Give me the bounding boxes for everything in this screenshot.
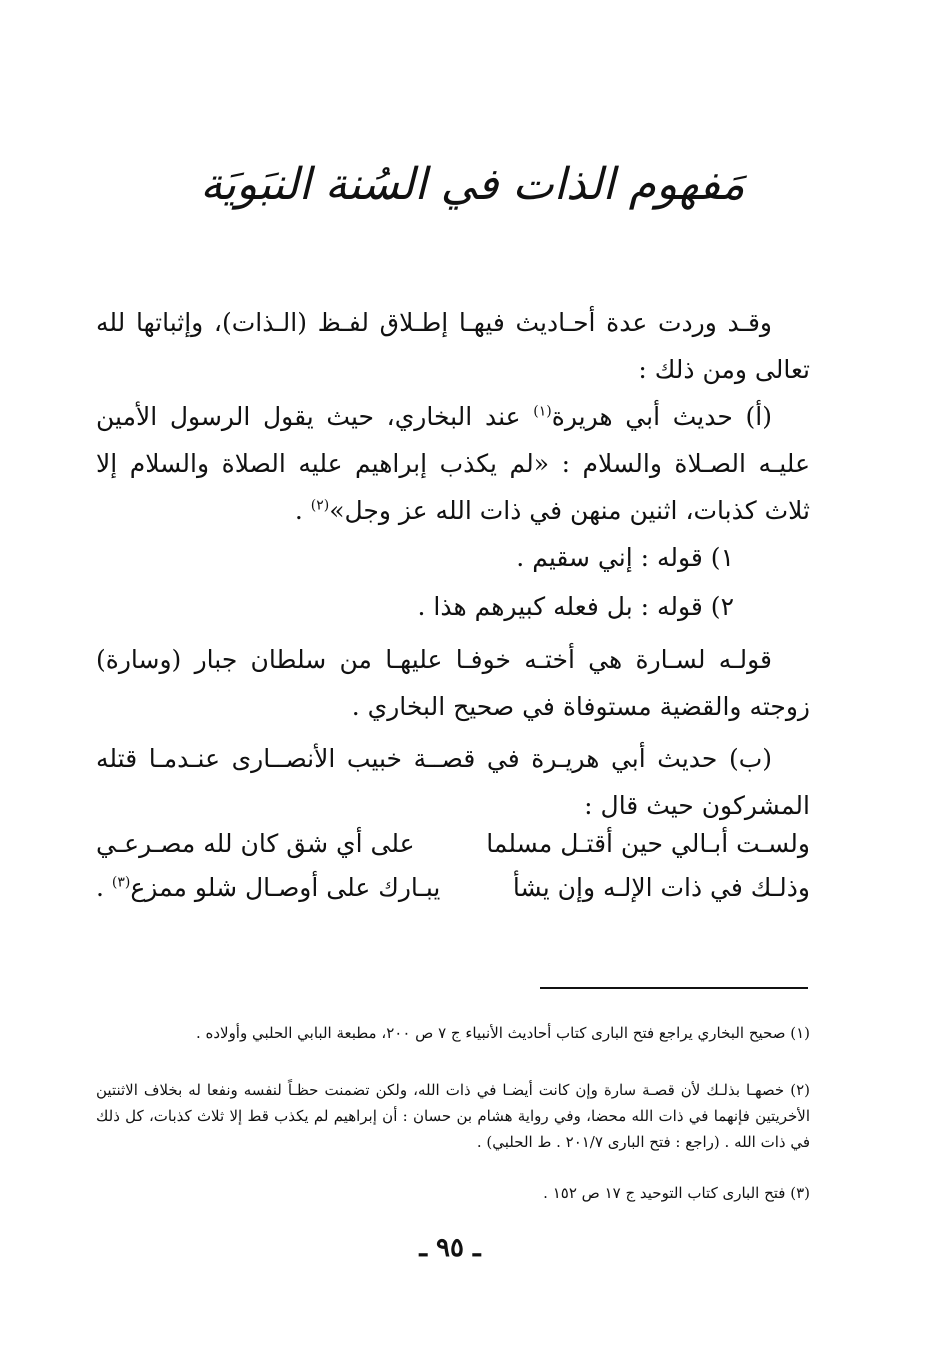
sarah-paragraph: قولـه لسـارة هي أختـه خوفـا عليهـا من سلطان جبار (وسارة) زوجته والقضية مستوفاة في صحيح البخاري .	[96, 645, 810, 721]
footnote-2: (٢) خصهـا بذلـك لأن قصـة سارة وإن كانت أيضـا في ذات الله، ولكن تضمنت حظـاً لنفسه ونفعا له بخلاف الاثنتين الأخريتين فإنهما في ذات الله محضا، وفي رواية هشام بن حسان : أن إبراهيم لم يكذب قط إلا ثلاث كذبات، كل ذلك في ذات الله . (راجع : فتح البارى ٢٠١/٧ . ط الحلبي) .	[96, 1081, 810, 1151]
poem-verse-2	[96, 864, 810, 911]
hadith-a-text-start: (أ) حديث أبي هريرة	[551, 402, 772, 431]
page-number: ـ ٩٥ ـ	[419, 1233, 481, 1263]
page-title: مَفهوم الذات في السُنة النبَويَة	[200, 159, 745, 210]
hadith-a-text-end: .	[294, 496, 311, 525]
verse-2-second-text: يبـارك على أوصـال شلو ممزع	[130, 873, 441, 902]
footnote-divider	[540, 987, 808, 989]
footnote-1: (١) صحيح البخاري يراجع فتح البارى كتاب أحاديث الأنبياء ج ٧ ص ٢٠٠، مطبعة البابي الحلبي وأولاده .	[195, 1024, 810, 1042]
list-item-2: ٢) قوله : بل فعله كبيرهم هذا .	[417, 592, 734, 621]
poem-verse-1	[96, 820, 810, 867]
verse-1-first-hemistich: ولسـت أبـالي حين أقتـل مسلما	[486, 829, 810, 858]
verse-1-second-hemistich: على أي شق كان لله مصـرعـي	[96, 829, 415, 858]
footnote-ref-1: (١)	[533, 403, 552, 420]
footnote-ref-3: (٣)	[111, 874, 131, 891]
footnote-3: (٣) فتح البارى كتاب التوحيد ج ١٧ ص ١٥٢ .	[543, 1184, 810, 1202]
hadith-a-text-middle: عند البخاري، حيث يقول الرسول الأمين عليـه الصـلاة والسلام : «لم يكذب إبراهيم عليه الصلاة والسلام إلا ثلاث كذبات، اثنين منهن في ذات الله عز وجل»	[96, 402, 810, 525]
verse-2-first-hemistich: وذلـك في ذات الإلـه وإن يشأ	[512, 873, 810, 902]
footnote-ref-2: (٢)	[310, 497, 330, 514]
list-item-1: ١) قوله : إني سقيم .	[516, 543, 734, 572]
hadith-b-paragraph: (ب) حديث أبي هريـرة في قصــة خبيب الأنصــارى عنـدمـا قتله المشركون حيث قال :	[96, 744, 810, 820]
hadith-a-paragraph	[96, 393, 810, 534]
intro-paragraph: وقـد وردت عدة أحـاديث فيهـا إطـلاق لفـظ (الـذات)، وإثباتها لله تعالى ومن ذلك :	[96, 308, 810, 384]
verse-2-end-mark: .	[96, 873, 112, 902]
verse-2-second-hemistich	[96, 864, 440, 911]
